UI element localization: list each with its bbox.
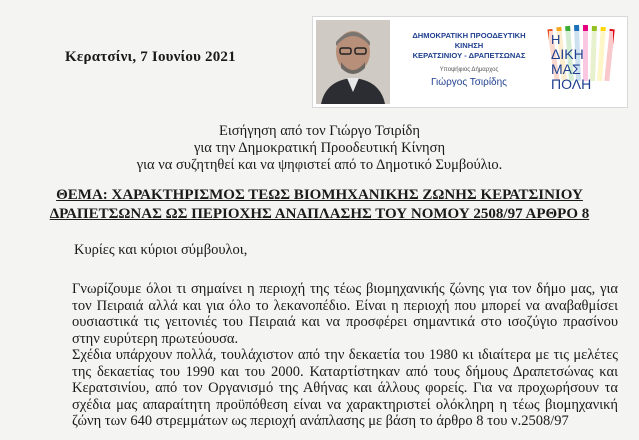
campaign-logo <box>545 23 625 103</box>
intro-line-2: για την Δημοκρατική Προοδευτική Κίνηση <box>193 140 446 156</box>
candidate-label: Υποψήφιος Δήμαρχος <box>439 67 499 73</box>
paragraph-1: Γνωρίζουμε όλοι τι σημαίνει η περιοχή της τέως βιομηχανικής ζώνης για τον δήμο μας, για τον Πειραιά αλλά και για όλο το λεκανοπέδιο. Είναι η περιοχή που μπορεί να αναβαθμίσει ουσιαστικά τις γειτονιές του Πειραιά και να προσφέρει σημαντικά στο ισοζύγιο πρασίνου στην ευρύτερη πρωτεύουσα. <box>72 281 618 347</box>
greeting: Κυρίες και κύριοι σύμβουλοι, <box>74 242 248 258</box>
logo-text-4: ΠΟΛΗ <box>551 76 592 92</box>
candidate-name: Γιώργος Τσιρίδης <box>430 77 508 88</box>
subject-line-2 <box>0 205 639 224</box>
intro-line-1: Εισήγηση από τον Γιώργο Τσιρίδη <box>219 123 420 139</box>
organization-line-1: ΔΗΜΟΚΡΑΤΙΚΗ ΠΡΟΟΔΕΥΤΙΚΗ ΚΙΝΗΣΗ <box>412 31 526 50</box>
intro-line-3: για να συζητηθεί και να ψηφιστεί από το Δημοτικό Συμβούλιο. <box>136 157 503 173</box>
paragraph-2: Σχέδια υπάρχουν πολλά, τουλάχιστον από την δεκαετία του 1980 κι ιδιαίτερα με τις μελέτες της δεκαετίας του 1990 και του 2000. Καταρτίστηκαν από τους δήμους Δραπετσώνας και Κερατσινίου, από τον Οργανισμό της Αθήνας και άλλους φορείς. Για να προχωρήσουν τα σχέδια μας απαραίτητη προϋπόθεση είναι να χαρακτηριστεί ολόκληρη η τέως βιομηχανική ζώνη των 640 στρεμμάτων ως περιοχή ανάπλασης με βάση το άρθρο 8 του ν.2508/97 <box>72 347 618 429</box>
logo-text-2: ΔΙΚΗ <box>551 46 584 62</box>
subject-line-2-text: ΔΡΑΠΕΤΣΩΝΑΣ ΩΣ ΠΕΡΙΟΧΗΣ ΑΝΑΠΛΑΣΗΣ ΤΟΥ ΝΟΜΟΥ 2508/97 ΑΡΘΡΟ 8 <box>49 206 590 222</box>
subject-line-1-text: ΘΕΜΑ: ΧΑΡΑΚΤΗΡΙΣΜΟΣ ΤΕΩΣ ΒΙΟΜΗΧΑΝΙΚΗΣ ΖΩΝΗΣ ΚΕΡΑΤΣΙΝΙΟΥ <box>56 187 583 203</box>
candidate-photo <box>316 20 390 104</box>
organization-name <box>399 31 539 61</box>
logo-text-3: ΜΑΣ <box>551 61 581 77</box>
subject-line-1 <box>0 186 639 205</box>
organization-line-2: ΚΕΡΑΤΣΙΝΙΟΥ - ΔΡΑΠΕΤΣΩΝΑΣ <box>412 51 526 60</box>
campaign-banner <box>312 16 628 108</box>
logo-text-1: Η <box>551 32 561 47</box>
document-date: Κερατσίνι, 7 Ιουνίου 2021 <box>65 49 236 65</box>
